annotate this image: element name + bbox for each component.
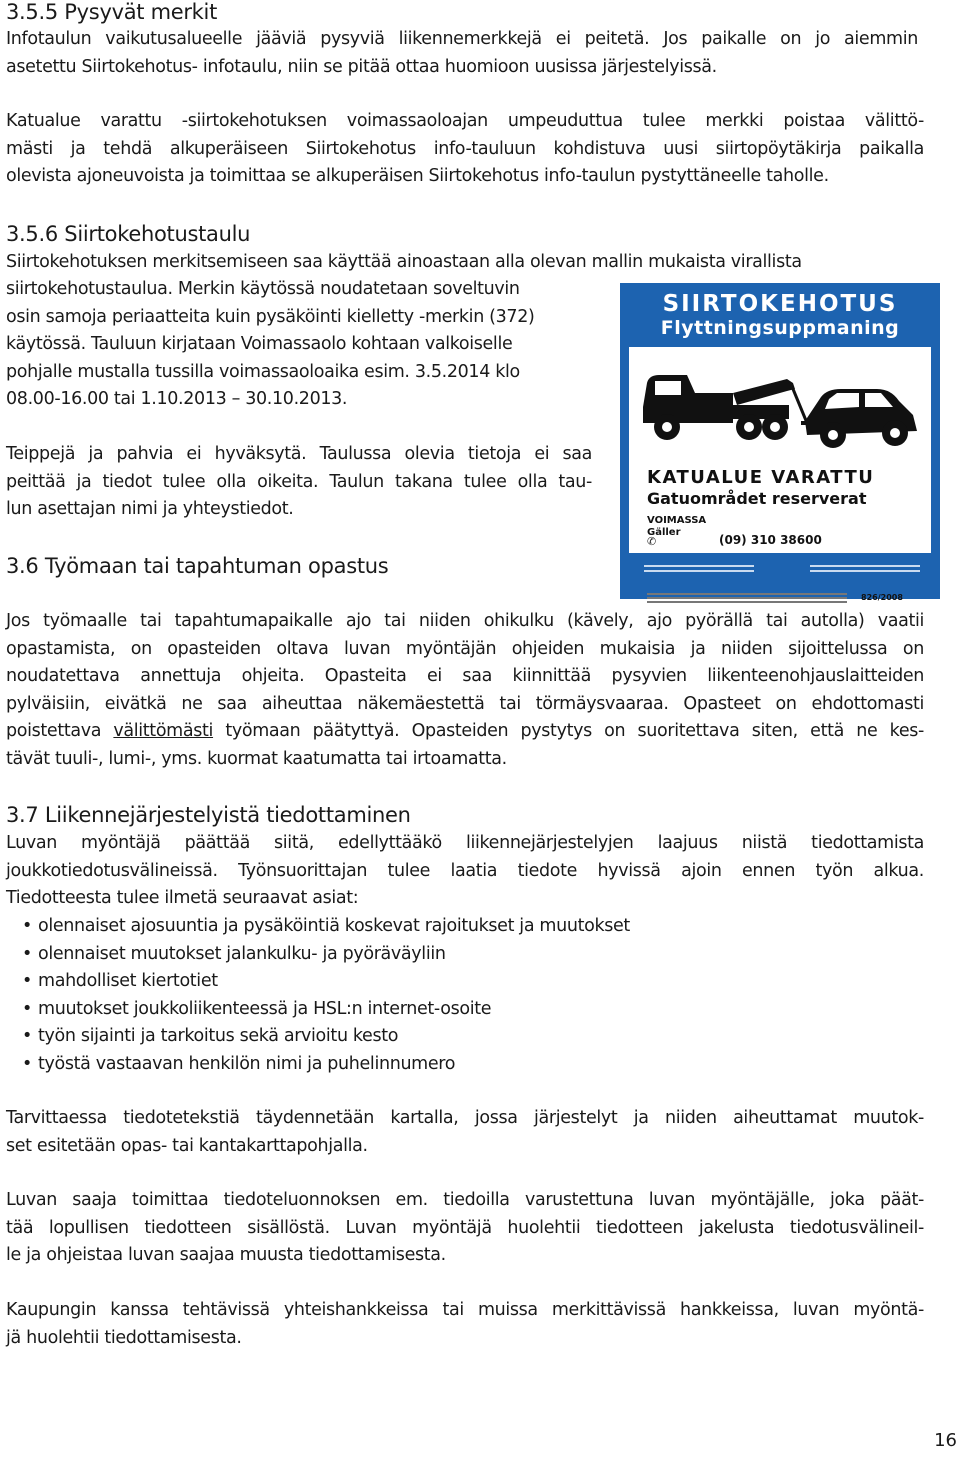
list-item <box>22 968 630 996</box>
paragraph-teippeja <box>6 441 592 524</box>
text-line: tää lopullisen tiedotteen sisällöstä. Luvan myöntäjä huolehtii tiedotteen jakelusta tiedotusvälineil- <box>6 1217 924 1238</box>
sign-voimassa: VOIMASSA <box>647 515 707 526</box>
text-line: olevista ajoneuvoista ja toimittaa se alkuperäisen Siirtokehotus info-taulun pystyttäneelle taholle. <box>6 166 829 186</box>
list-item <box>22 913 630 941</box>
list-item <box>22 996 630 1024</box>
text-line: pylväisiin, eivätkä ne saa aiheuttaa näkemäestettä tai törmäysvaaraa. Opasteet on ehdottomasti <box>6 693 924 714</box>
paragraph-tiedoteteksti <box>6 1105 924 1160</box>
paragraph-tiedoteluonnos <box>6 1187 924 1270</box>
sign-code: 826/2008 <box>861 593 903 602</box>
text-line: 08.00-16.00 tai 1.10.2013 – 30.10.2013. <box>6 389 348 409</box>
paragraph-siirtokehotustaulu <box>6 276 606 414</box>
text-line: Kaupungin kanssa tehtävissä yhteishankkeissa tai muissa merkittävissä hankkeissa, luvan myöntä- <box>6 1300 924 1320</box>
heading-3-5-6: 3.5.6 Siirtokehotustaulu <box>6 222 251 246</box>
text-line: Tarvittaessa tiedotetekstiä täydennetään kartalla, jossa järjestelyt ja niiden aiheuttamat muutok- <box>6 1108 924 1128</box>
bullet-glyph: • <box>22 971 32 991</box>
text-line: osin samoja periaatteita kuin pysäköinti kielletty -merkin (372) <box>6 306 535 327</box>
bullet-glyph: • <box>22 998 32 1019</box>
text-line <box>6 718 924 746</box>
heading-3-6: 3.6 Työmaan tai tapahtuman opastus <box>6 554 389 578</box>
text-line: Siirtokehotuksen merkitsemiseen saa käyttää ainoastaan alla olevan mallin mukaista virallista <box>6 252 802 272</box>
text-line: Luvan myöntäjä päättää siitä, edellyttääkö liikennejärjestelyjen laajuus niistä tiedottamista <box>6 833 924 853</box>
list-item <box>22 1023 630 1051</box>
text-line: tävät tuuli-, lumi-, yms. kuormat kaatumatta tai irtoamatta. <box>6 748 507 769</box>
paragraph-pysyvat-merkit <box>6 26 918 81</box>
bullet-glyph: • <box>22 1053 32 1074</box>
heading-3-5-5: 3.5.5 Pysyvät merkit <box>6 0 218 24</box>
sign-title: SIIRTOKEHOTUS <box>662 291 898 317</box>
page-number: 16 <box>934 1430 957 1451</box>
phone-icon: ✆ <box>647 535 657 548</box>
paragraph-siirtokehotustaulu-intro <box>6 249 906 277</box>
text-line: Katualue varattu -siirtokehotuksen voimassaoloajan umpeuduttua tulee merkki poistaa välittö- <box>6 111 924 131</box>
list-item <box>22 941 630 969</box>
text-line: set esitetään opas- tai kantakarttapohjalla. <box>6 1135 368 1156</box>
sign-gatuomradet: Gatuområdet reserverat <box>647 489 867 508</box>
paragraph-katualue-varattu <box>6 108 924 191</box>
sign-katualue-varattu: KATUALUE VARATTU <box>647 467 875 488</box>
text-line: Infotaulun vaikutusalueelle jääviä pysyviä liikennemerkkejä ei peitetä. Jos paikalle on jo aiemmin <box>6 29 918 49</box>
text-line: käytössä. Tauluun kirjataan Voimassaolo kohtaan valkoiselle <box>6 334 513 354</box>
text-line: joukkotiedotusvälineissä. Työnsuorittajan tulee laatia tiedote hyvissä ajoin ennen työn alkua. <box>6 860 924 881</box>
bullet-glyph: • <box>22 943 32 964</box>
sign-footer-left <box>644 565 754 585</box>
bullet-list <box>22 913 630 1078</box>
underlined-word: välittömästi <box>113 721 214 741</box>
list-item-text: mahdolliset kiertotiet <box>38 971 218 991</box>
paragraph-yhteishankkeet <box>6 1297 924 1352</box>
text-line: pohjalle mustalla tussilla voimassaoloaika esim. 3.5.2014 klo <box>6 361 520 382</box>
sign-footer-right <box>810 565 920 585</box>
text-line: Luvan saaja toimittaa tiedoteluonnoksen em. tiedoilla varustettuna luvan myöntäjälle, joka päät- <box>6 1190 924 1210</box>
list-item-text: työstä vastaavan henkilön nimi ja puhelinnumero <box>38 1053 456 1074</box>
text-line: Teippejä ja pahvia ei hyväksytä. Taulussa olevia tietoja ei saa <box>6 444 592 464</box>
list-item-text: olennaiset ajosuuntia ja pysäköintiä koskevat rajoitukset ja muutokset <box>38 916 630 936</box>
text-line: peittää ja tiedot tulee olla oikeita. Taulun takana tulee olla tau- <box>6 471 592 492</box>
sign-galler: Gäller <box>647 527 681 538</box>
text-line: mästi ja tehdä alkuperäiseen Siirtokehotus info-tauluun kohdistuva uusi siirtopöytäkirja paikalla <box>6 138 924 159</box>
sign-phone: (09) 310 38600 <box>719 533 822 547</box>
list-item-text: olennaiset muutokset jalankulku- ja pyöräväyliin <box>38 943 446 964</box>
tow-truck-icon <box>637 349 923 459</box>
text-line: noudatettava annettuja ohjeita. Opasteita ei saa kiinnittää pysyvien liikenteenohjauslaitteiden <box>6 666 924 686</box>
text-line: asetettu Siirtokehotus- infotaulu, niin se pitää ottaa huomioon uusissa järjestelyissä. <box>6 56 717 77</box>
list-item <box>22 1051 630 1079</box>
list-item-text: työn sijainti ja tarkoitus sekä arvioitu kesto <box>38 1026 399 1046</box>
list-item-text: muutokset joukkoliikenteessä ja HSL:n internet-osoite <box>38 998 492 1019</box>
text-segment: poistettava <box>6 721 114 741</box>
text-line: lun asettajan nimi ja yhteystiedot. <box>6 499 294 519</box>
text-line: jä huolehtii tiedottamisesta. <box>6 1327 242 1348</box>
text-segment: työmaan päätyttyä. Opasteiden pystytys on suoritettava siten, että ne kes- <box>213 721 924 741</box>
text-line: opastamista, on opasteiden oltava luvan myöntäjän ohjeiden mukaisia ja niiden sijoittelussa on <box>6 638 924 659</box>
text-line: siirtokehotustaulua. Merkin käytössä noudatetaan soveltuvin <box>6 279 520 299</box>
text-line: Jos työmaalle tai tapahtumapaikalle ajo tai niiden ohikulku (kävely, ajo pyörällä tai autolla) vaatii <box>6 611 924 631</box>
text-line: Tiedotteesta tulee ilmetä seuraavat asiat: <box>6 888 359 908</box>
sign-fine-print <box>647 593 847 607</box>
sign-white-panel <box>629 347 931 602</box>
sign-subtitle: Flyttningsuppmaning <box>660 317 900 339</box>
heading-3-7: 3.7 Liikennejärjestelyistä tiedottaminen <box>6 803 411 827</box>
siirtokehotus-sign-image <box>620 283 940 602</box>
bullet-glyph: • <box>22 916 32 936</box>
text-line: le ja ohjeistaa luvan saajaa muusta tiedottamisesta. <box>6 1245 446 1265</box>
bullet-glyph: • <box>22 1026 32 1046</box>
paragraph-tiedottaminen <box>6 830 924 913</box>
paragraph-opastus <box>6 608 924 773</box>
